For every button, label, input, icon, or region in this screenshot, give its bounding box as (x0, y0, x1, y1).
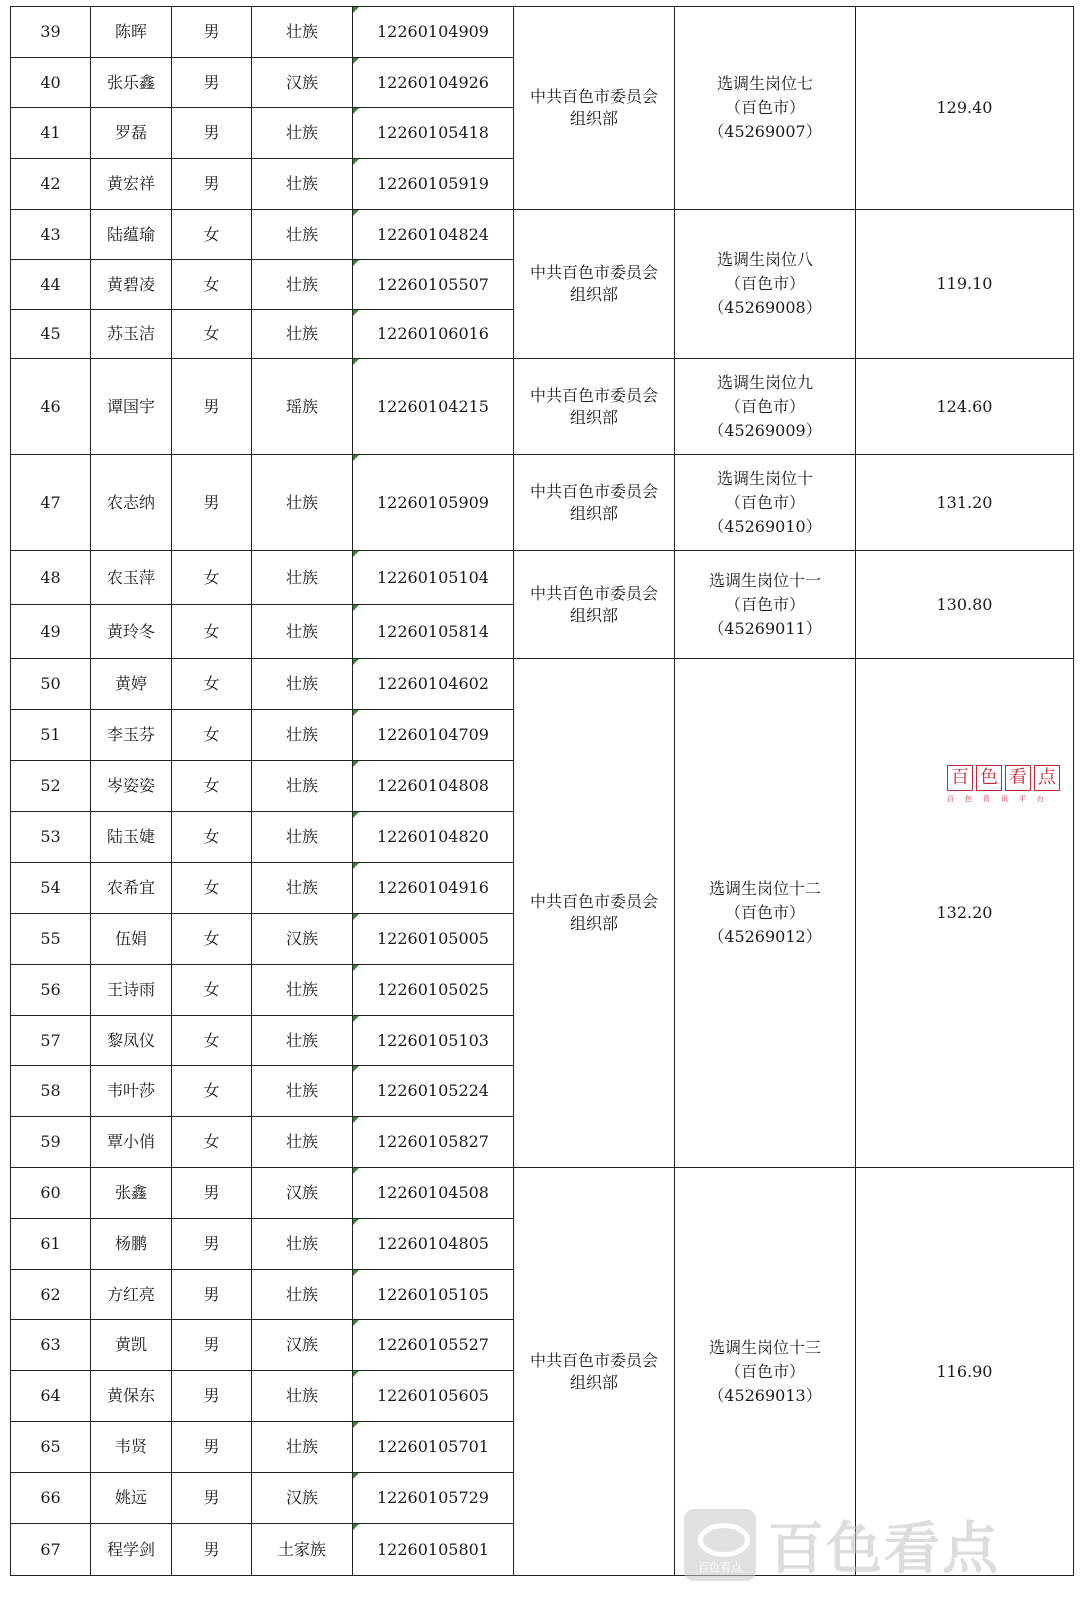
cell-score: 129.40 (856, 7, 1074, 210)
cell-name: 黄保东 (91, 1371, 172, 1422)
unit-line: 组织部 (569, 605, 618, 625)
position-line: （百色市） (724, 1361, 805, 1381)
cell-name: 黄凯 (91, 1320, 172, 1371)
cell-score: 124.60 (856, 359, 1074, 455)
cell-name: 韦叶莎 (91, 1066, 172, 1117)
stamp-char: 色 (976, 765, 1002, 791)
table-row (11, 551, 1074, 605)
cell-gender: 男 (172, 455, 252, 551)
cell-gender: 女 (172, 863, 252, 914)
cell-no: 39 (11, 7, 91, 58)
unit-line: 中共百色市委员会 (529, 583, 658, 603)
cell-name: 谭国宇 (91, 359, 172, 455)
unit-line: 中共百色市委员会 (529, 1350, 658, 1370)
cell-exam-id: 12260105005 (353, 914, 514, 965)
cell-exam-id: 12260104824 (353, 210, 514, 260)
position-line: （百色市） (724, 98, 805, 117)
cell-no: 55 (11, 914, 91, 965)
cell-ethnicity: 壮族 (252, 659, 353, 710)
cell-ethnicity: 壮族 (252, 108, 353, 159)
cell-ethnicity: 壮族 (252, 1371, 353, 1422)
cell-position (675, 7, 856, 210)
cell-no: 48 (11, 551, 91, 605)
cell-name: 黄婷 (91, 659, 172, 710)
watermark-text: 百色看点 (768, 1517, 1000, 1582)
cell-name: 农希宜 (91, 863, 172, 914)
cell-score: 119.10 (856, 210, 1074, 359)
position-line: （百色市） (724, 594, 805, 614)
cell-ethnicity: 壮族 (252, 551, 353, 605)
cell-no: 63 (11, 1320, 91, 1371)
cell-ethnicity: 壮族 (252, 455, 353, 551)
cell-gender: 女 (172, 210, 252, 260)
stamp-char: 看 (1005, 765, 1031, 791)
cell-ethnicity: 壮族 (252, 965, 353, 1016)
unit-line: 中共百色市委员会 (529, 87, 658, 106)
cell-exam-id: 12260105909 (353, 455, 514, 551)
cell-score: 131.20 (856, 455, 1074, 551)
cell-gender: 男 (172, 159, 252, 210)
table-body (11, 7, 1074, 1576)
cell-gender: 男 (172, 1371, 252, 1422)
unit-line: 中共百色市委员会 (529, 892, 658, 911)
cell-no: 62 (11, 1270, 91, 1320)
cell-gender: 男 (172, 58, 252, 108)
cell-ethnicity: 壮族 (252, 1270, 353, 1320)
table-row (11, 359, 1074, 455)
cell-score: 116.90 (856, 1168, 1074, 1576)
cell-ethnicity: 汉族 (252, 1168, 353, 1219)
cell-gender: 女 (172, 761, 252, 812)
cell-ethnicity: 瑶族 (252, 359, 353, 455)
cell-no: 60 (11, 1168, 91, 1219)
cell-ethnicity: 壮族 (252, 1016, 353, 1066)
cell-no: 67 (11, 1524, 91, 1576)
cell-name: 黄玲冬 (91, 605, 172, 659)
cell-exam-id: 12260105701 (353, 1422, 514, 1473)
cell-exam-id: 12260105801 (353, 1524, 514, 1576)
position-line: 选调生岗位十二 (708, 879, 821, 898)
cell-position (675, 659, 856, 1168)
cell-ethnicity: 壮族 (252, 761, 353, 812)
cell-gender: 女 (172, 551, 252, 605)
cell-name: 黎凤仪 (91, 1016, 172, 1066)
cell-score: 132.20 (856, 659, 1074, 1168)
cell-name: 农玉萍 (91, 551, 172, 605)
cell-gender: 女 (172, 659, 252, 710)
cell-name: 程学剑 (91, 1524, 172, 1576)
cell-exam-id: 12260104909 (353, 7, 514, 58)
cell-exam-id: 12260105827 (353, 1117, 514, 1168)
cell-name: 黄宏祥 (91, 159, 172, 210)
cell-exam-id: 12260106016 (353, 310, 514, 359)
unit-line: 组织部 (569, 285, 618, 304)
cell-exam-id: 12260105103 (353, 1016, 514, 1066)
cell-name: 陈晖 (91, 7, 172, 58)
position-line: （百色市） (724, 903, 805, 922)
cell-exam-id: 12260105527 (353, 1320, 514, 1371)
cell-exam-id: 12260105507 (353, 260, 514, 310)
cell-gender: 男 (172, 1270, 252, 1320)
cell-exam-id: 12260105919 (353, 159, 514, 210)
cell-name: 方红亮 (91, 1270, 172, 1320)
cell-no: 53 (11, 812, 91, 863)
cell-exam-id: 12260104709 (353, 710, 514, 761)
cell-score: 130.80 (856, 551, 1074, 659)
cell-exam-id: 12260105814 (353, 605, 514, 659)
cell-ethnicity: 壮族 (252, 710, 353, 761)
position-line: 选调生岗位七 (716, 74, 813, 93)
cell-exam-id: 12260104805 (353, 1219, 514, 1270)
cell-exam-id: 12260104926 (353, 58, 514, 108)
position-line: （百色市） (724, 396, 805, 416)
position-line: （45269011） (708, 618, 822, 638)
cell-no: 65 (11, 1422, 91, 1473)
table-row (11, 210, 1074, 260)
cell-ethnicity: 汉族 (252, 58, 353, 108)
cell-name: 农志纳 (91, 455, 172, 551)
cell-no: 44 (11, 260, 91, 310)
cell-gender: 男 (172, 1422, 252, 1473)
cell-exam-id: 12260104508 (353, 1168, 514, 1219)
position-line: （百色市） (724, 492, 805, 512)
cell-exam-id: 12260105729 (353, 1473, 514, 1524)
cell-exam-id: 12260105605 (353, 1371, 514, 1422)
position-line: 选调生岗位八 (716, 250, 813, 269)
cell-ethnicity: 壮族 (252, 159, 353, 210)
cell-exam-id: 12260105224 (353, 1066, 514, 1117)
cell-ethnicity: 汉族 (252, 1320, 353, 1371)
position-line: （45269010） (708, 516, 822, 536)
position-line: （45269007） (708, 122, 822, 141)
unit-line: 组织部 (569, 503, 618, 523)
cell-no: 43 (11, 210, 91, 260)
position-line: （45269012） (708, 927, 822, 946)
cell-unit (514, 7, 675, 210)
cell-exam-id: 12260104916 (353, 863, 514, 914)
cell-no: 57 (11, 1016, 91, 1066)
cell-no: 47 (11, 455, 91, 551)
cell-unit (514, 455, 675, 551)
unit-line: 中共百色市委员会 (529, 385, 658, 405)
cell-gender: 女 (172, 710, 252, 761)
cell-no: 46 (11, 359, 91, 455)
cell-gender: 女 (172, 310, 252, 359)
position-line: 选调生岗位十 (716, 468, 813, 488)
cell-ethnicity: 土家族 (252, 1524, 353, 1576)
cell-gender: 女 (172, 1066, 252, 1117)
cell-ethnicity: 壮族 (252, 1066, 353, 1117)
cell-no: 42 (11, 159, 91, 210)
cell-name: 岑姿姿 (91, 761, 172, 812)
table-row (11, 659, 1074, 710)
cell-unit (514, 210, 675, 359)
cell-no: 54 (11, 863, 91, 914)
cell-no: 52 (11, 761, 91, 812)
cell-no: 59 (11, 1117, 91, 1168)
candidate-table (10, 6, 1074, 1576)
cell-ethnicity: 汉族 (252, 1473, 353, 1524)
cell-name: 张乐鑫 (91, 58, 172, 108)
cell-gender: 女 (172, 1117, 252, 1168)
position-line: 选调生岗位九 (716, 372, 813, 392)
cell-gender: 男 (172, 1473, 252, 1524)
stamp-subtitle: 百色资讯平台 (947, 795, 1055, 803)
position-line: 选调生岗位十一 (708, 570, 821, 590)
cell-no: 50 (11, 659, 91, 710)
cell-position (675, 551, 856, 659)
cell-no: 61 (11, 1219, 91, 1270)
cell-gender: 男 (172, 359, 252, 455)
cell-gender: 男 (172, 1219, 252, 1270)
cell-gender: 男 (172, 108, 252, 159)
unit-line: 中共百色市委员会 (529, 481, 658, 501)
table-row (11, 7, 1074, 58)
cell-ethnicity: 壮族 (252, 1422, 353, 1473)
cell-exam-id: 12260104215 (353, 359, 514, 455)
cell-unit (514, 659, 675, 1168)
cell-ethnicity: 壮族 (252, 1117, 353, 1168)
position-line: 选调生岗位十三 (708, 1337, 821, 1357)
cell-no: 49 (11, 605, 91, 659)
cell-exam-id: 12260105025 (353, 965, 514, 1016)
unit-line: 组织部 (569, 1372, 618, 1392)
stamp-char: 百 (947, 765, 973, 791)
cell-no: 45 (11, 310, 91, 359)
cell-gender: 女 (172, 605, 252, 659)
cell-ethnicity: 壮族 (252, 310, 353, 359)
unit-line: 组织部 (569, 109, 618, 128)
cell-unit (514, 1168, 675, 1576)
cell-name: 韦贤 (91, 1422, 172, 1473)
cell-name: 黄碧凌 (91, 260, 172, 310)
cell-ethnicity: 壮族 (252, 260, 353, 310)
position-line: （45269008） (708, 298, 822, 317)
cell-gender: 女 (172, 260, 252, 310)
cell-name: 苏玉洁 (91, 310, 172, 359)
cell-gender: 女 (172, 965, 252, 1016)
cell-name: 李玉芬 (91, 710, 172, 761)
cell-gender: 男 (172, 1320, 252, 1371)
cell-exam-id: 12260105418 (353, 108, 514, 159)
cell-no: 56 (11, 965, 91, 1016)
position-line: （45269013） (708, 1385, 822, 1405)
cell-name: 杨鹏 (91, 1219, 172, 1270)
stamp-char: 点 (1034, 765, 1060, 791)
cell-position (675, 210, 856, 359)
cell-name: 罗磊 (91, 108, 172, 159)
cell-position (675, 1168, 856, 1576)
cell-gender: 女 (172, 1016, 252, 1066)
cell-ethnicity: 壮族 (252, 210, 353, 260)
cell-no: 51 (11, 710, 91, 761)
cell-no: 41 (11, 108, 91, 159)
cell-position (675, 455, 856, 551)
cell-ethnicity: 壮族 (252, 1219, 353, 1270)
cell-ethnicity: 壮族 (252, 605, 353, 659)
cell-no: 40 (11, 58, 91, 108)
cell-no: 66 (11, 1473, 91, 1524)
position-line: （45269009） (708, 420, 822, 440)
cell-ethnicity: 壮族 (252, 7, 353, 58)
cell-exam-id: 12260104820 (353, 812, 514, 863)
cell-name: 张鑫 (91, 1168, 172, 1219)
cell-gender: 女 (172, 914, 252, 965)
cell-name: 覃小俏 (91, 1117, 172, 1168)
cell-name: 陆蕴瑜 (91, 210, 172, 260)
table-row (11, 1168, 1074, 1219)
cell-unit (514, 551, 675, 659)
cell-exam-id: 12260105105 (353, 1270, 514, 1320)
cell-unit (514, 359, 675, 455)
cell-name: 姚远 (91, 1473, 172, 1524)
cell-position (675, 359, 856, 455)
watermark-logo-text: 百色看点 (698, 1561, 742, 1574)
table-row (11, 455, 1074, 551)
cell-ethnicity: 壮族 (252, 812, 353, 863)
cell-name: 王诗雨 (91, 965, 172, 1016)
cell-no: 58 (11, 1066, 91, 1117)
cell-exam-id: 12260104602 (353, 659, 514, 710)
cell-gender: 男 (172, 1524, 252, 1576)
cell-ethnicity: 汉族 (252, 914, 353, 965)
unit-line: 组织部 (569, 407, 618, 427)
document-page (10, 6, 1073, 1576)
unit-line: 中共百色市委员会 (529, 263, 658, 282)
position-line: （百色市） (724, 274, 805, 293)
cell-gender: 女 (172, 812, 252, 863)
unit-line: 组织部 (569, 914, 618, 933)
cell-exam-id: 12260105104 (353, 551, 514, 605)
cell-exam-id: 12260104808 (353, 761, 514, 812)
cell-name: 伍娟 (91, 914, 172, 965)
cell-gender: 男 (172, 1168, 252, 1219)
cell-name: 陆玉婕 (91, 812, 172, 863)
cell-no: 64 (11, 1371, 91, 1422)
cell-gender: 男 (172, 7, 252, 58)
cell-ethnicity: 壮族 (252, 863, 353, 914)
